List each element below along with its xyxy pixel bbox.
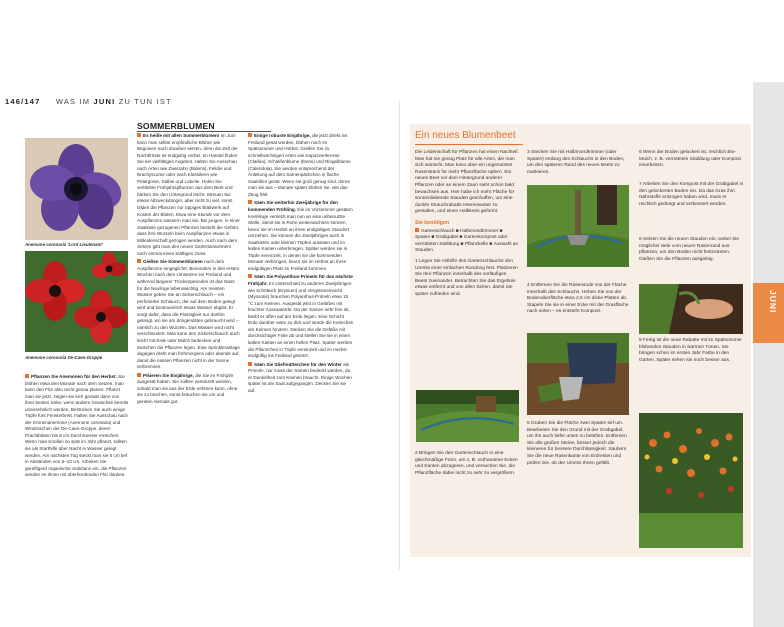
bullet-icon <box>137 259 141 263</box>
step-8-text: 8 Setzen Sie die neuen Stauden ein, wobei Sie möglichst viele vom neuen Rasenrand aus pflanzen, um den Boden nicht festzutreten. Gießen Sie die Pflanzen ausgiebig. <box>639 237 740 262</box>
step-4-photo <box>527 333 629 415</box>
paragraph: Säen Sie Stiefmütterchen für den Winter als Primeln, nur muss der Samen bedeckt werden, da er Dunkelheit zum Keimen braucht. Einige Wochen später ist die Saat aufgegangen. Decken Sie sie auf. <box>248 361 352 393</box>
bullet-icon <box>248 274 252 278</box>
running-header <box>5 97 172 106</box>
step-8-photo <box>639 284 743 334</box>
step-3-photo <box>527 185 629 267</box>
page-edge-sidebar <box>753 82 784 627</box>
bullet-icon <box>415 228 419 232</box>
section-title: SOMMERBLUMEN <box>137 121 215 131</box>
step-1: 1 Legen Sie mithilfe des Gartenschlauchs den Umriss einer einfachen Rundung fest. Platzieren Sie Ihre Pflanzen innerhalb des vorläufigen Beets zueinander. Betrachten Sie das Ergebnis etwas entfernt und von allen Seiten, damit Sie später zufrieden sind. <box>415 258 518 297</box>
bullet-icon <box>248 200 252 204</box>
bullet-icon <box>137 373 141 377</box>
paragraph: Pikieren Sie Einjährige, die Sie im Frühjahr ausgesät haben. Sie sollten vereinzelt werden, sobald man sie aus der Erde nehmen kann, ohne sie zu brechen, sonst kräuchen sie um und geraten niemals gut. <box>137 372 238 404</box>
bullet-icon <box>137 133 141 137</box>
step-5-text: 5 Graben Sie die Fläche zwei Spaten tief um. Bearbeiten Sie den Grund mit der Grabgabel, um ihn auch tiefer unten zu belüften. Entfernen Sie alle großen Steine, besser jedoch die kleineren für bessere Durchlässigkeit. Säubern Sie die neue Rasenkante von Erdresten und prüfen Sie, ob der Umriss Ihnen gefällt. <box>527 421 627 466</box>
feature-title-rule <box>415 144 523 145</box>
photo-caption-2: Anemone coronaria De-Caen-Gruppe <box>25 355 103 360</box>
step-9-text: 9 Fertig ist die neue Rabatte mit im Spätsommer blühenden Stauden in warmen Tönen. Sie bringen schon im ersten Jahr Farbe in den Garten. Später sehen sie noch besser aus. <box>639 338 742 363</box>
text-column-1 <box>25 374 129 481</box>
needs-heading: Sie benötigen <box>415 219 450 226</box>
month-tab-label: JUNI <box>768 290 778 314</box>
feature-intro: Die Leidenschaft für Pflanzen hat einen Nachteil: Man hat nie genug Platz für alle Arten, die man sich wünscht. Man kann aber ein ungenutztes Rasenstück für mehr Pflanzfläche opfern. Ein neues Beet vor dem Hintergrund anderer Pflanzen oder an einem Zaun sieht schon bald bewachsen aus. Hier habe ich mehr Fläche für sonnenliebende Stauden geschaffen, um eine dunkle Strauchrabatte interessanter zu gestalten, und einen Halbkreis geformt. <box>415 150 519 215</box>
header-suffix: ZU TUN IST <box>118 97 172 106</box>
bullet-icon <box>25 374 29 378</box>
paragraph: Gießen Sie Sommerblumen nach dem Auspflanzen eingeglichtt. Besonders in den ersten Wochen nach dem Umsetzen ins Freiland und während längerer Trockenperioden ist das Nass für die Neulinge lebenswichtig. Am meisten Wasser geben Sie an Sickerschlauch – ein perforierter Schlauch, der auf dem Boden gelegt wird und kontinuierlich etwas Wasser abgibt. Er sorgt dafür, dass die Flüssigkeit nur dorthin gelangt, wo sie am dringendsten gebraucht wird – nämlich zu den Wurzeln. Das Wasser wird nicht verschleudert. Man kann den Sickerschlauch auch leicht mit Erde oder Mulch bedecken und zwischen die Pflanzen legen. Eine Sprinkleranlage dagegen dreht man frühmorgens oder abends auf, damit die nassen Pflanzen nicht in der Sonne verbrennen. <box>137 259 240 370</box>
text-column-2 <box>137 133 240 407</box>
text-column-3 <box>248 133 354 396</box>
header-prefix: WAS IM <box>55 97 91 106</box>
section-rule <box>137 131 271 132</box>
anemone-red-photo <box>25 251 128 352</box>
header-month: JUNI <box>93 97 116 106</box>
step-3-text: 3 Stechen Sie mit Halbmondtrimmer (oder Spaten) entlang des Schlauchs in den Boden, um den späteren Rand des neuen Beets zu markieren. <box>527 150 625 175</box>
bullet-icon <box>248 133 252 137</box>
page-gutter <box>399 100 400 570</box>
step-7-text: 7 Arbeiten Sie den Kompost mit der Grabgabel in den gelockerten Boden ein. Da das Gras ihm Nährstoffe entzogen haben wird, muss er reichlich gedüngt und verbessert werden. <box>639 182 744 207</box>
feature-column-a <box>415 150 519 300</box>
paragraph: Säen Sie Polyanthus-Primeln für das nächste Frühjahr. Im Unterschied zu anderen Zweijährigen wie Schöteich (Erysium) und Vergissmeinnicht (Myosotis) brauchen Polyanthus-Primeln etwa 15 °C zum Keimen. Ausgesät wird in Gefäßen mit feuchter Aussaaterde. Da der Samen sehr fein ist, bleibt er offen auf der Erde liegen. Eine Schicht Erde darüber wäre zu dick und würde die Keimchen am Keimen hindern. Decken Sie die Gefäße mit durchsichtiger Folie ab und stellen Sie sie in einen kalten Kasten an einen hellen Platz. Später werden die Pflanzchen in Töpfe vereinzelt und im Herbst endgültig ins Freiland gesetzt. <box>248 274 354 359</box>
paragraph: Einige robuste Einjährige, die jetzt direkt ins Freiland gesät werden, blühen noch im Spätsommer und Herbst. Greifen Sie zu schnellwüchsigen Arten wie Kapuzinerkresse (Clarkia), Schleifenblume (Iberis) und Ringelblume (Calendula). Sie werden entsprechend der Anleitung auf dem Samenpäckchen in flache Saatrillen gesät. Wenn sie groß genug sind, dünnt man sie aus – Monate später blühen sie. wie das Zeug hält. <box>248 133 351 197</box>
step-2-text: 2 Bringen Sie den Gartenschlauch in eine gleichmäßige Form, um z. B. vorhandene Ecken und Kanten abzugeren, und versuchen Sie, die Pflanzfläche dabei nicht zu sehr zu vergrößern. <box>415 451 518 476</box>
step-2-photo <box>416 390 519 442</box>
step-6-text: 6 Wenn der Boden gelockert ist, reichlich Bio-Mulch, z. B. verrotteten Stalldung oder Kompost, einarbeiten. <box>639 150 743 169</box>
step-4-text: 4 Entfernen Sie die Rasensode von der Fläche innerhalb des Schlauchs. Heben Sie von der Bodenoberfläche etwa 2,5 cm dicke Platten ab. Stapeln Sie sie in einer Ecke mit der Grasfläche nach unten – es entsteht Kompost. <box>527 283 629 315</box>
anemone-purple-photo <box>25 138 128 240</box>
bullet-icon <box>248 362 252 366</box>
anemone-paragraph: Pflanzen Sie Anemonen für den Herbst. Sie blühen etwa drei Monate nach dem Setzen, man kann den Flor also recht genau planen. Pflanzt man sie jetzt, zeigen sie sich gerade dann von ihrer besten Seite, wenn andere Gewächse bereits unansehnlich werden. Bestücken Sie auch einige Töpfe fürs Fensterbrett. Halten Sie Ausschau nach der Kronenanemone (Anemone coronaria) und Windröschen der De-Caen-Gruppe, deren Prachtblüten bis 8 cm Durchmesser erreichen. Wenn man Knollen so spät im Jahr pflanzt, sollten sie als Starthilfe über Nacht in Wasser gelegt werden. Am nächsten Tag steckt man sie 5 cm tief in Abständen von 8–10 cm. Arbeiten Sie gereiftgerd organische Substanz ein, die Pflanzen werden es Ihnen mit überbordenden Flor danken. <box>25 374 129 478</box>
photo-caption-1: Anemone coronaria 'Lord Lieutenant' <box>25 242 103 247</box>
paragraph: Es heiße mit allen Sommerblumen! Im Juni kann man selbst empfindliche Blüher wie Begonien nach draußen setzen, denn die Zeit der Nachtfröste ist endgültig vorbei. Im Handel finden Sie ein vielfältiges Angebot. Halten Sie Ausschau nach Arten wie Zweizahn (Bidens), Felidie und Brachyscome oder nach Klassikern wie Pelargonie, Salbei und Lobelie. Holen Sie verblühte Frühjahrspflanzen aus dem Beet und harken Sie den Untergrund leicht. Streuen Sie etwas Allzweckdünger, aber nicht zu viel, sonst bilden die Pflanzen nur üppiges Blattwerk auf Kosten der Blüten. Etwa eine Stunde vor dem Auspflanzen wässern man sie. Bei jungen, in einer Saatkiste gezogenen Pflanzen besteht die Gefahr, dass ihre Wurzeln beim Auspflanzen etwas in Mitleidenschaft gezogen werden. Auch nach dem Setzen gibt man den neuen Gartenbewohnern noch einmal einen kräftigen Guss. <box>137 133 240 256</box>
feature-title: Ein neues Blumenbeet <box>415 130 516 141</box>
paragraph: Säen Sie weiterhin Zweijährige für den kommenden Frühling. Die im Vorsommer gesäten Keimlinge versetzt man nun an eine unbenutzte Stelle, damit sie in Ruhe weiterwachsen können, bevor sie im Herbst an ihren endgültigen Standort umziehen. Sie können die Zweijährigen auch in Saatkisten oder kleinen Töpfen aussäen und im kalten Kasten unterbringen. Später werden sie in Töpfe vereinzelt, in denen sie die kommenden Monate verbringen, bevor sie im Herbst an ihren endgültigen Platz im Freiland kommen. <box>248 200 353 271</box>
page-numbers: 146/147 <box>5 97 41 106</box>
step-9-photo <box>639 413 743 548</box>
needs-list: Gartenschlauch ■ Halbmondtrimmer ■ Spaten ■ Grabgabel ■ Gartenkompost oder verrotteten Stalldung ■ Pflanzkelle ■ Auswahl an Stauden <box>415 228 519 254</box>
